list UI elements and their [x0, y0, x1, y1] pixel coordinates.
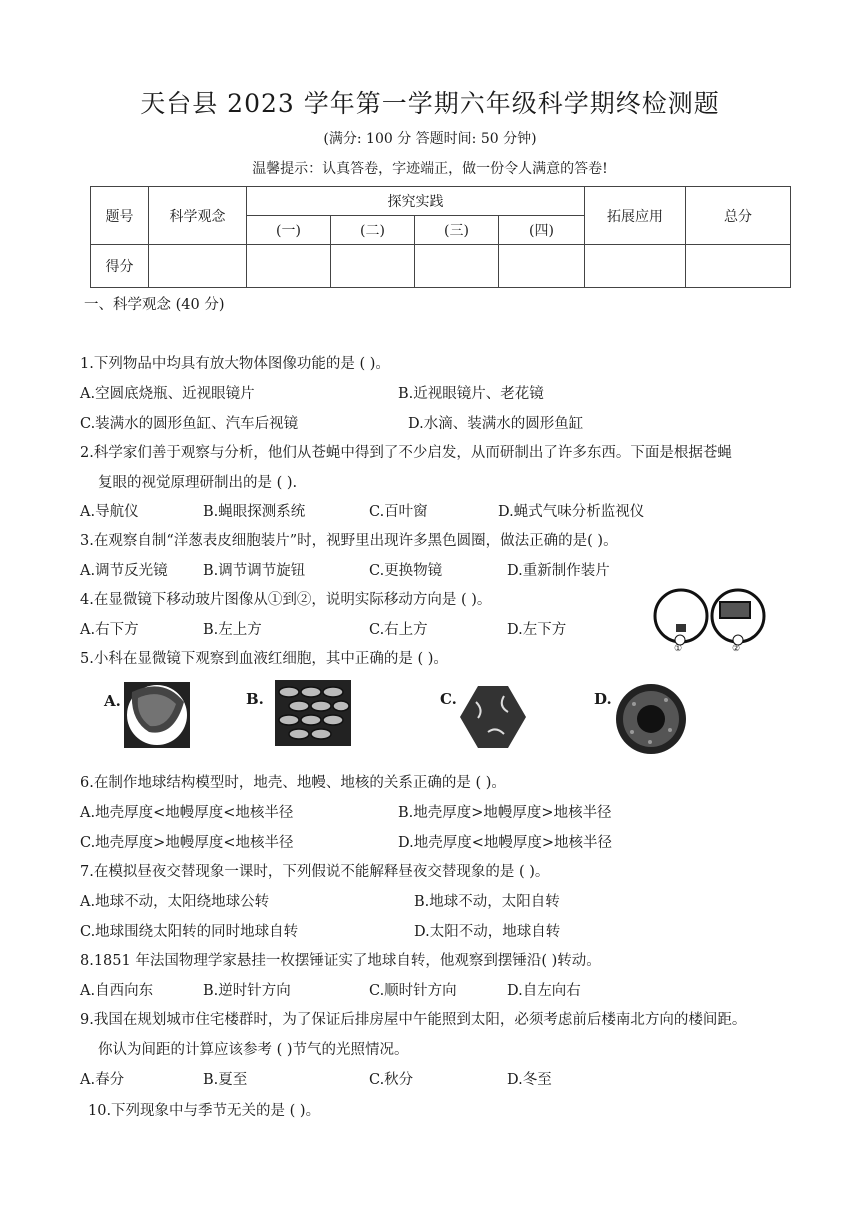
option: A.空圆底烧瓶、近视眼镜片: [80, 386, 255, 402]
option: D.自左向右: [507, 983, 581, 999]
option: A.地球不动，太阳绕地球公转: [80, 894, 270, 910]
question-9: 9.我国在规划城市住宅楼群时，为了保证后排房屋中午能照到太阳，必须考虑前后楼南北方向的楼间距。: [80, 1012, 747, 1028]
option: B.逆时针方向: [203, 983, 291, 999]
option: A.自西向东: [80, 983, 154, 999]
question-5: 5.小科在显微镜下观察到血液红细胞，其中正确的是 ( )。: [80, 651, 448, 667]
score-table: [90, 186, 791, 288]
option: C.秋分: [369, 1072, 414, 1088]
score-cell[interactable]: [415, 245, 499, 288]
score-cell[interactable]: [149, 245, 247, 288]
score-cell[interactable]: [686, 245, 791, 288]
option: D.地壳厚度<地幔厚度>地核半径: [398, 835, 613, 851]
option: C.百叶窗: [369, 504, 428, 520]
microscope-slide-figure: [652, 586, 772, 648]
question-10: 10.下列现象中与季节无关的是 ( )。: [88, 1103, 321, 1119]
option: B.地球不动，太阳自转: [414, 894, 560, 910]
option: A.地壳厚度<地幔厚度<地核半径: [80, 805, 294, 821]
score-cell[interactable]: [331, 245, 415, 288]
image-position-1: [676, 624, 686, 632]
sub-col-4: (四): [499, 216, 585, 245]
option: A.右下方: [80, 622, 139, 638]
sub-col-2: (二): [331, 216, 415, 245]
col-total: 总分: [686, 187, 791, 245]
page-title: 天台县 2023 学年第一学期六年级科学期终检测题: [140, 89, 720, 118]
option: B.地壳厚度>地幔厚度>地核半径: [398, 805, 612, 821]
option: B.调节调节旋钮: [203, 563, 306, 579]
question-7: 7.在模拟昼夜交替现象一课时，下列假说不能解释昼夜交替现象的是 ( )。: [80, 864, 550, 880]
sub-col-1: (一): [247, 216, 331, 245]
image-position-2: [720, 602, 750, 618]
question-6: 6.在制作地球结构模型时，地壳、地幔、地核的关系正确的是 ( )。: [80, 775, 506, 791]
option: A.调节反光镜: [80, 563, 168, 579]
score-cell[interactable]: [499, 245, 585, 288]
cell-image-d: [614, 682, 688, 756]
col-science: 科学观念: [149, 187, 247, 245]
score-cell[interactable]: [585, 245, 686, 288]
option: C.更换物镜: [369, 563, 443, 579]
option: D.水滴、装满水的圆形鱼缸: [408, 416, 584, 432]
image-label-d: D.: [594, 690, 612, 708]
option: C.顺时针方向: [369, 983, 457, 999]
option: B.近视眼镜片、老花镜: [398, 386, 544, 402]
option: A.导航仪: [80, 504, 139, 520]
option: D.冬至: [507, 1072, 552, 1088]
question-2-cont: 复眼的视觉原理研制出的是 ( ).: [98, 475, 298, 491]
option: C.地壳厚度>地幔厚度<地核半径: [80, 835, 294, 851]
option: C.右上方: [369, 622, 428, 638]
row-label-score: 得分: [91, 245, 149, 288]
option: C.地球围绕太阳转的同时地球自转: [80, 924, 299, 940]
option: C.装满水的圆形鱼缸、汽车后视镜: [80, 416, 299, 432]
question-8: 8.1851 年法国物理学家悬挂一枚摆锤证实了地球自转，他观察到摆锤沿( )转动。: [80, 953, 601, 969]
score-cell[interactable]: [247, 245, 331, 288]
question-4: 4.在显微镜下移动玻片图像从①到②，说明实际移动方向是 ( )。: [80, 592, 492, 608]
question-1: 1.下列物品中均具有放大物体图像功能的是 ( )。: [80, 356, 390, 372]
question-2: 2.科学家们善于观察与分析，他们从苍蝇中得到了不少启发，从而研制出了许多东西。下面是根据苍蝇: [80, 445, 732, 461]
option: B.蝇眼探测系统: [203, 504, 306, 520]
cell-image-a: [124, 682, 190, 748]
cell-image-b: [275, 680, 351, 746]
question-9-cont: 你认为间距的计算应该参考 ( )节气的光照情况。: [98, 1042, 409, 1058]
question-3: 3.在观察自制“洋葱表皮细胞装片”时，视野里出现许多黑色圆圈，做法正确的是( )。: [80, 533, 618, 549]
image-label-c: C.: [440, 690, 457, 708]
fig-label-2: ②: [732, 644, 741, 654]
image-label-a: A.: [104, 692, 121, 710]
tip-text: 温馨提示：认真答卷，字迹端正，做一份令人满意的答卷!: [252, 161, 608, 177]
col-explore: 探究实践: [247, 187, 585, 216]
option: B.左上方: [203, 622, 262, 638]
option: D.蝇式气味分析监视仪: [498, 504, 645, 520]
option: D.重新制作装片: [507, 563, 610, 579]
exam-info: (满分: 100 分 答题时间: 50 分钟): [323, 131, 537, 147]
option: A.春分: [80, 1072, 125, 1088]
fig-label-1: ①: [674, 644, 683, 654]
image-label-b: B.: [246, 690, 264, 708]
view-circle-1: [655, 590, 707, 642]
section-heading: 一、科学观念 (40 分): [84, 297, 225, 313]
option: D.左下方: [507, 622, 567, 638]
option: B.夏至: [203, 1072, 248, 1088]
sub-col-3: (三): [415, 216, 499, 245]
cell-image-c: [458, 682, 528, 752]
row-label-number: 题号: [91, 187, 149, 245]
col-extend: 拓展应用: [585, 187, 686, 245]
option: D.太阳不动，地球自转: [414, 924, 561, 940]
